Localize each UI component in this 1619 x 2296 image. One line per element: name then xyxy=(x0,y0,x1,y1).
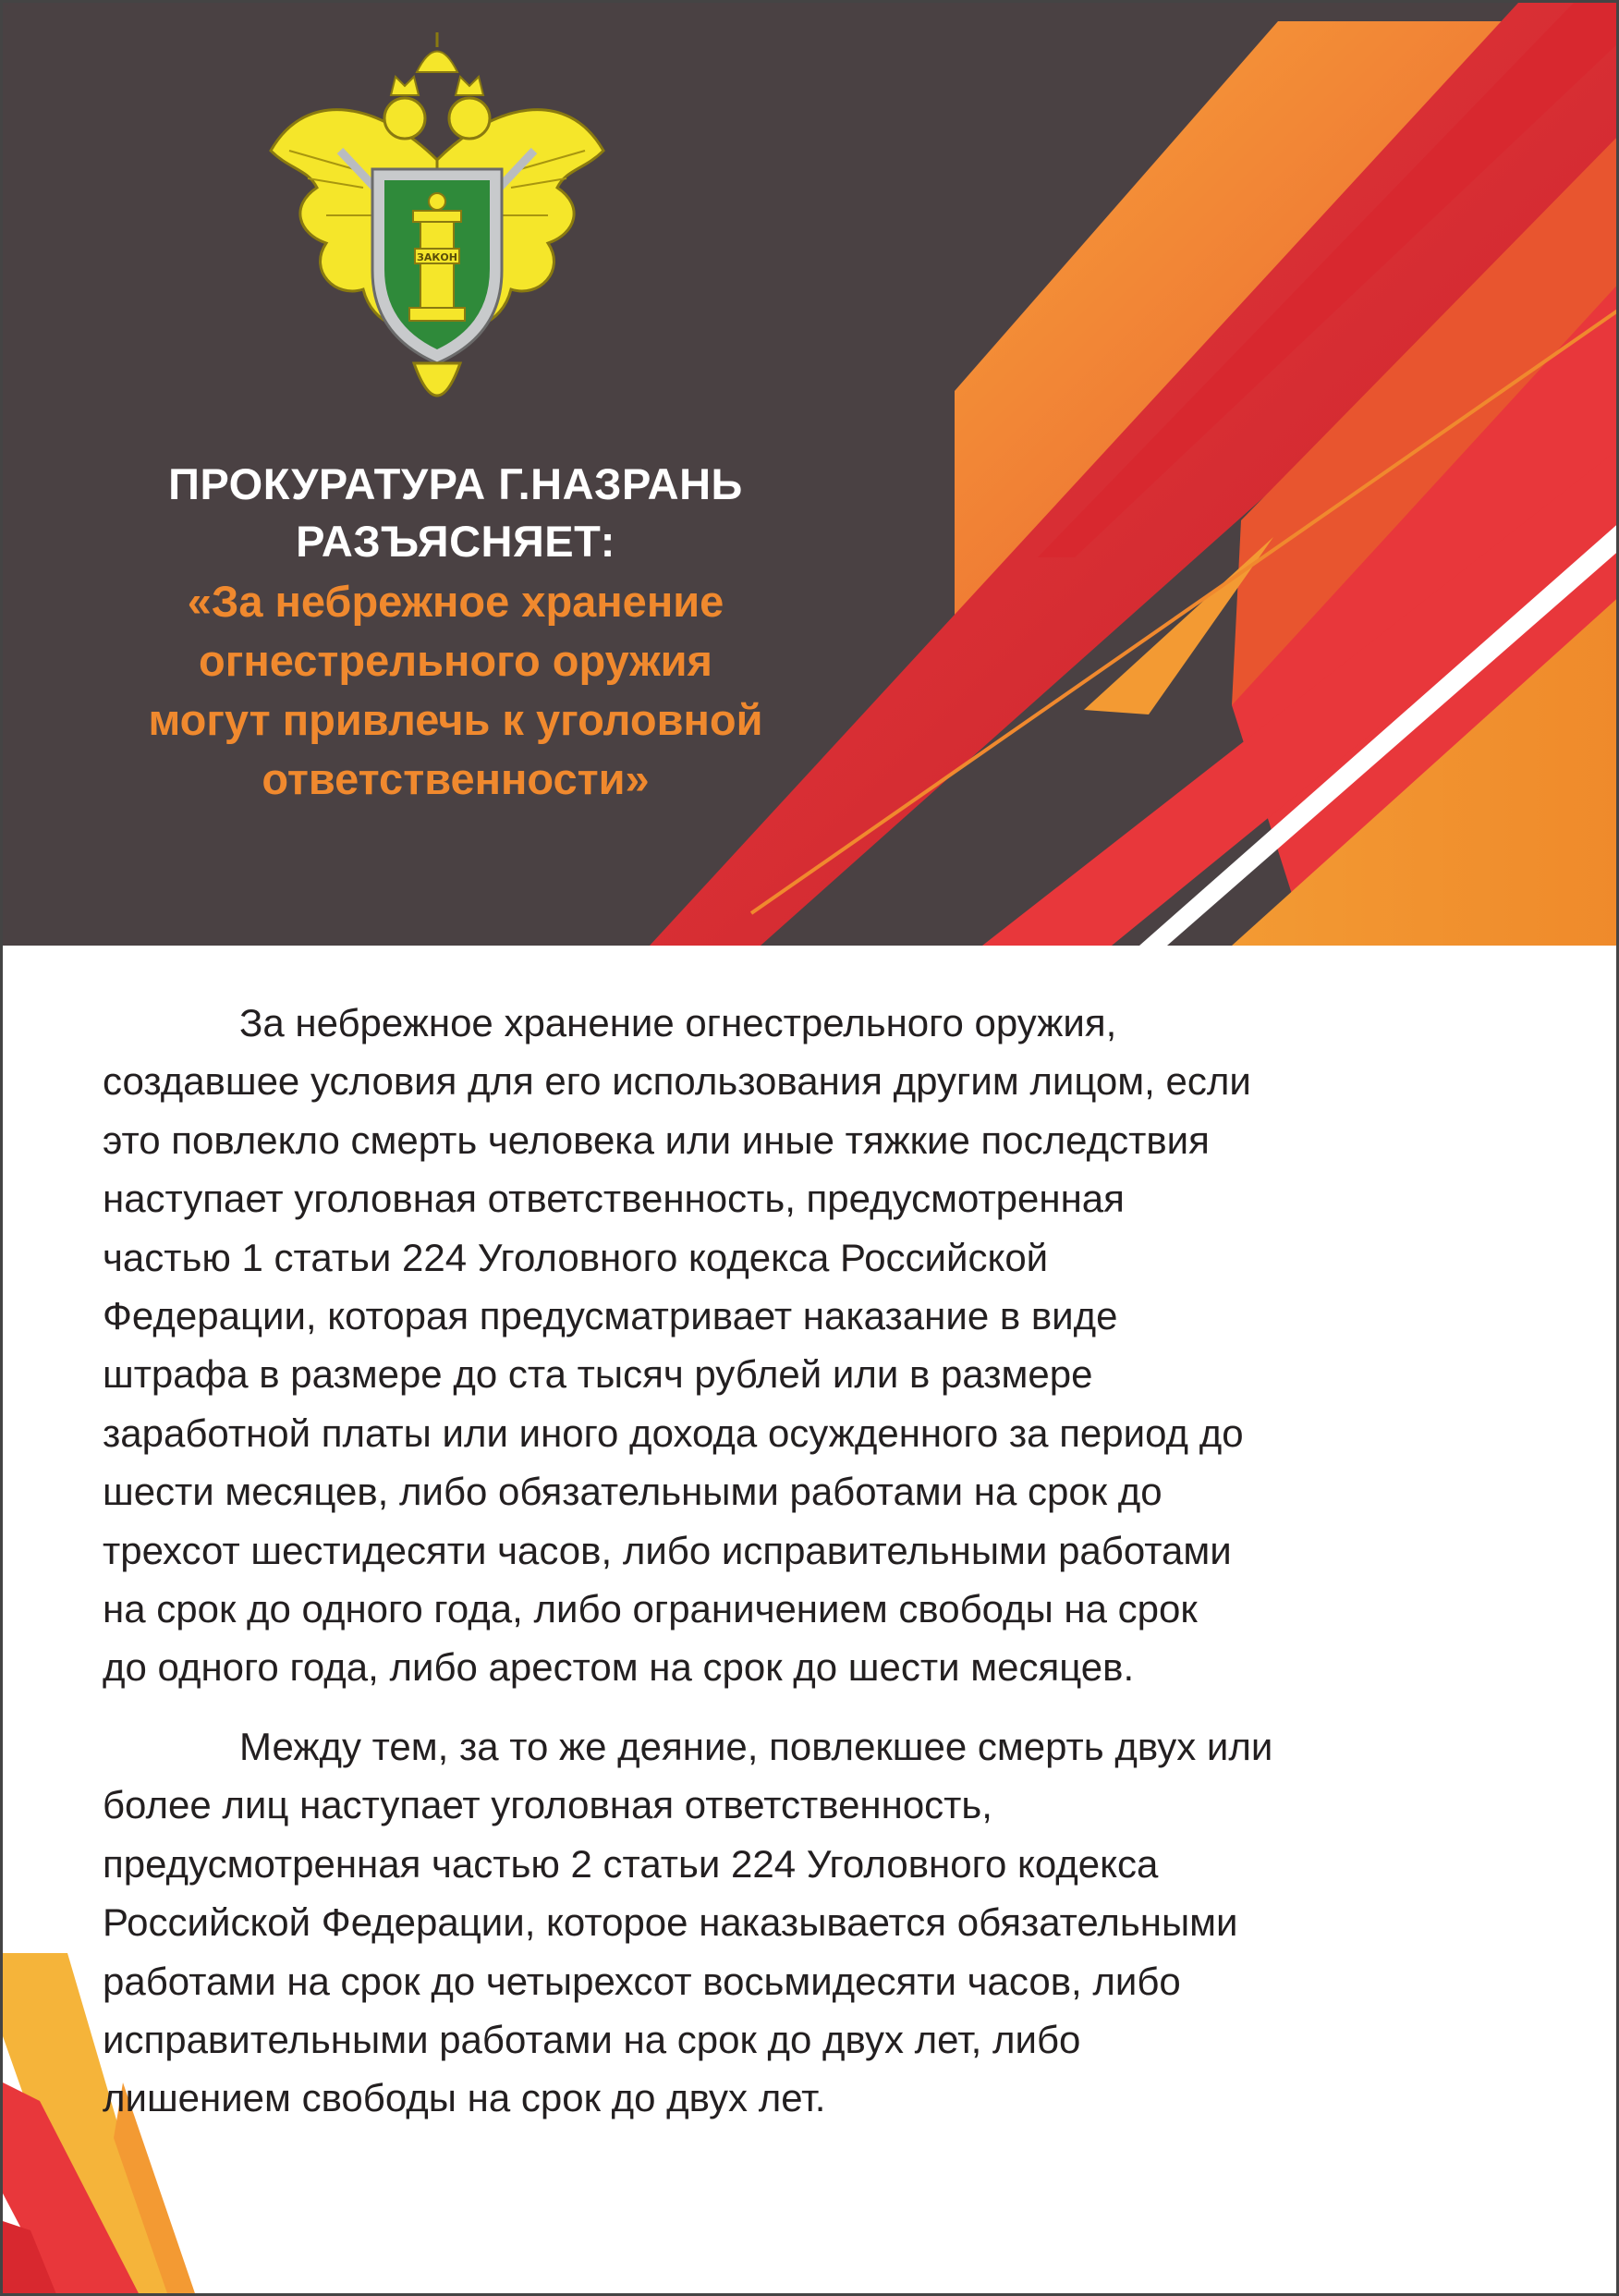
subtitle-line-2: огнестрельного оружия xyxy=(199,636,712,685)
subtitle-line-3: могут привлечь к уголовной xyxy=(148,695,763,744)
title-line-2: РАЗЪЯСНЯЕТ: xyxy=(296,517,615,566)
prosecutor-emblem-logo xyxy=(252,31,622,437)
svg-text:ЗАКОН: ЗАКОН xyxy=(417,251,457,263)
body-text xyxy=(103,994,1544,2148)
headline-quote xyxy=(40,572,871,809)
title-line-1: ПРОКУРАТУРА Г.НАЗРАНЬ xyxy=(168,459,743,508)
subtitle-line-1: «За небрежное хранение xyxy=(187,577,724,626)
subtitle-line-4: ответственности» xyxy=(262,754,650,803)
header-title-block xyxy=(40,456,871,809)
paragraph-1: За небрежное хранение огнестрельного оружия, создавшее условия для его использования другим лицом, если это повлекло смерть человека или иные тяжкие последствия наступает уголовная ответственность, предусмотренная частью 1 статьи 224 Уголовного кодекса Российской Федерации, которая предусматривает наказание в виде штрафа в размере до ста тысяч рублей или в размере заработной платы или иного дохода осужденного за период до шести месяцев, либо обязательными работами на срок до трехсот шестидесяти часов, либо исправительными работами на срок до одного года, либо ограничением свободы на срок до одного года, либо арестом на срок до шести месяцев. xyxy=(103,1001,1251,1690)
paragraph-2: Между тем, за то же деяние, повлекшее смерть двух или более лиц наступает уголовная ответственность, предусмотренная частью 2 статьи 224 Уголовного кодекса Российской Федерации, которое наказывается обязательными работами на срок до четырехсот восьмидесяти часов, либо исправительными работами на срок до двух лет, либо лишением свободы на срок до двух лет. xyxy=(103,1724,1273,2120)
